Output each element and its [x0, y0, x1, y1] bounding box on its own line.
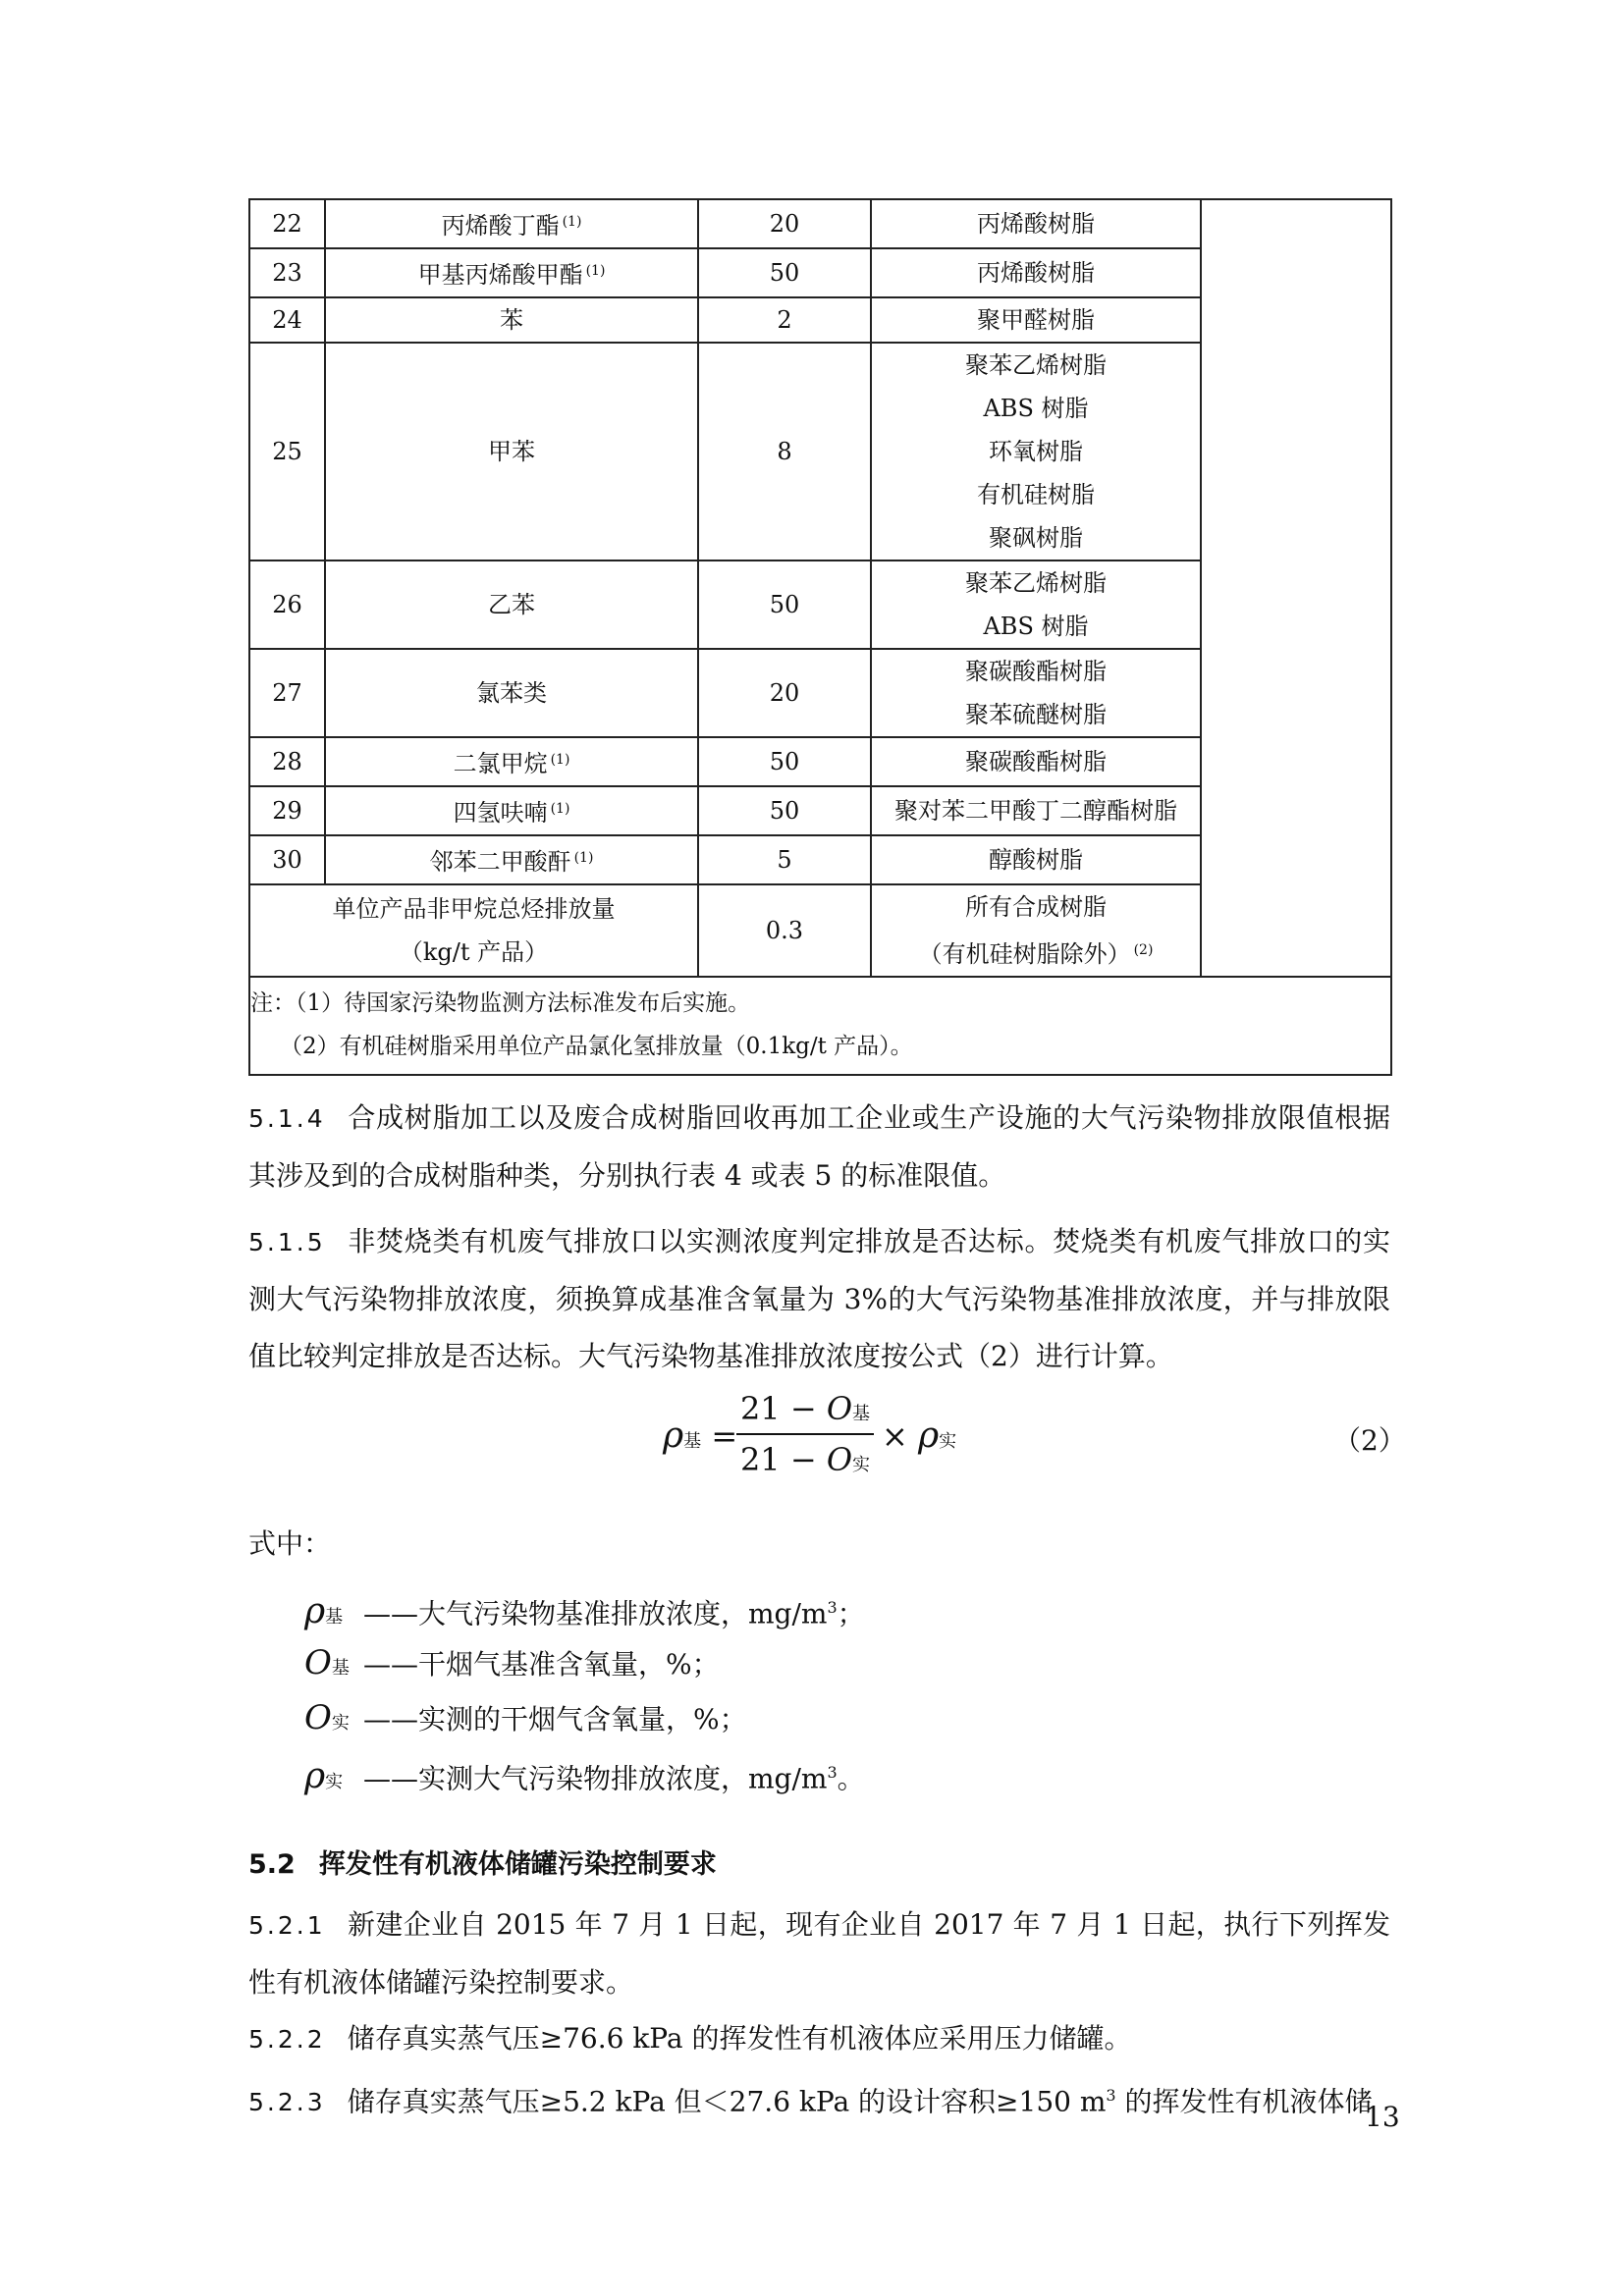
row-number: 28 [249, 737, 325, 786]
section-number: 5.2.1 [248, 1911, 326, 1940]
total-limit: 0.3 [698, 884, 871, 977]
resin-types [871, 835, 1201, 884]
row-number: 30 [249, 835, 325, 884]
section-5-1-5 [248, 1213, 1390, 1385]
formula-equals: = [711, 1417, 738, 1455]
row-number: 29 [249, 786, 325, 835]
row-number: 22 [249, 199, 325, 248]
resin-type: 聚碳酸酯树脂 [965, 748, 1107, 775]
total-label: 单位产品非甲烷总烃排放量 （kg/t 产品） [249, 884, 698, 977]
formula-2 [628, 1384, 957, 1492]
definition-o-base: O基 ——干烟气基准含氧量，%； [304, 1643, 720, 1682]
page-number: 13 [1365, 2101, 1400, 2133]
footnote-mark: (1) [573, 850, 594, 866]
row-number: 25 [249, 343, 325, 561]
section-5-2-2 [248, 2010, 1390, 2068]
resin-types [871, 343, 1201, 561]
resin-type: 聚对苯二甲酸丁二醇酯树脂 [894, 797, 1177, 825]
emission-limit: 20 [698, 649, 871, 737]
formula-rhs-symbol: ρ [917, 1415, 940, 1456]
row-number: 24 [249, 297, 325, 343]
definition-o-actual: O实 ——实测的干烟气含氧量，%； [304, 1698, 747, 1737]
section-5-2-3: 5.2.3 储存真实蒸气压≥5.2 kPa 但＜27.6 kPa 的设计容积≥150 $m^3$ 的挥发性有机液体储 [248, 2085, 1373, 2118]
resin-type: 聚碳酸酯树脂 [965, 658, 1107, 685]
section-5-1-4 [248, 1090, 1390, 1204]
footnote-mark: (1) [585, 263, 606, 279]
emission-limit: 50 [698, 248, 871, 297]
pollutant-name: 甲苯 [325, 343, 698, 561]
section-text: 储存真实蒸气压≥76.6 kPa 的挥发性有机液体应采用压力储罐。 [347, 2022, 1132, 2055]
resin-type: 环氧树脂 [989, 438, 1083, 465]
section-text: 新建企业自 2015 年 7 月 1 日起，现有企业自 2017 年 7 月 1 日起，执行下列挥发性有机液体储罐污染控制要求。 [248, 1908, 1390, 1999]
formula-numerator: 21 − O基 [739, 1390, 871, 1427]
emission-limit: 50 [698, 737, 871, 786]
notes-row [249, 977, 1391, 1075]
emission-limit: 20 [698, 199, 871, 248]
resin-type: 醇酸树脂 [989, 846, 1083, 874]
resin-type: 聚砜树脂 [989, 524, 1083, 552]
resin-types [871, 786, 1201, 835]
emission-limit: 5 [698, 835, 871, 884]
section-title: 挥发性有机液体储罐污染控制要求 [318, 1849, 717, 1880]
formula-denominator: 21 − O实 [739, 1441, 871, 1478]
section-number: 5.1.4 [248, 1104, 326, 1133]
pollutant-name: 四氢呋喃 $^{(1)}$ [325, 786, 698, 835]
footnote-mark: (1) [562, 214, 582, 230]
table-row [249, 199, 1391, 248]
resin-type: ABS 树脂 [983, 395, 1089, 422]
table-notes [249, 977, 1391, 1075]
resin-types [871, 297, 1201, 343]
formula-lhs-subscript: 基 [683, 1431, 702, 1452]
row-number: 26 [249, 561, 325, 649]
footnote-mark: (1) [550, 801, 570, 817]
section-number: 5.2.2 [248, 2025, 326, 2054]
section-5-2-heading [248, 1836, 1390, 1894]
pollutant-name: 苯 [325, 297, 698, 343]
where-label: 式中： [248, 1527, 332, 1560]
definition-rho-base: ρ基 ——大气污染物基准排放浓度，$mg/m^3$； [304, 1591, 865, 1632]
resin-types [871, 561, 1201, 649]
row-number: 23 [249, 248, 325, 297]
footnote-mark: (1) [550, 752, 570, 768]
emission-limit: 8 [698, 343, 871, 561]
formula-rhs-subscript: 实 [939, 1431, 957, 1452]
resin-types [871, 737, 1201, 786]
note-2: （2）有机硅树脂采用单位产品氯化氢排放量（0.1kg/t 产品）。 [280, 1034, 913, 1059]
section-5-2-1 [248, 1896, 1390, 2011]
emission-limit: 50 [698, 786, 871, 835]
note-1: 注：（1）待国家污染物监测方法标准发布后实施。 [250, 990, 751, 1016]
section-text: 储存真实蒸气压≥5.2 kPa 但＜27.6 kPa 的设计容积≥150 m [347, 2085, 1107, 2118]
resin-type: 聚苯硫醚树脂 [965, 701, 1107, 728]
definition-rho-actual: ρ实 ——实测大气污染物排放浓度，$mg/m^3$。 [304, 1756, 865, 1797]
pollutant-name: 乙苯 [325, 561, 698, 649]
emission-limit: 2 [698, 297, 871, 343]
resin-type: 聚苯乙烯树脂 [965, 351, 1107, 379]
row-number: 27 [249, 649, 325, 737]
emission-limit: 50 [698, 561, 871, 649]
resin-types [871, 199, 1201, 248]
resin-type: 丙烯酸树脂 [977, 259, 1095, 287]
formula-lhs-symbol: ρ [663, 1415, 684, 1456]
section-number: 5.2.3 [248, 2088, 326, 2117]
formula-fraction [736, 1384, 874, 1484]
blank-column [1201, 199, 1391, 977]
resin-type: 丙烯酸树脂 [977, 210, 1095, 238]
pollutant-name: 邻苯二甲酸酐 $^{(1)}$ [325, 835, 698, 884]
resin-type: 聚苯乙烯树脂 [965, 569, 1107, 597]
pollutant-name: 甲基丙烯酸甲酯 $^{(1)}$ [325, 248, 698, 297]
formula-times: × [882, 1417, 918, 1455]
resin-type: 聚甲醛树脂 [977, 306, 1095, 334]
resin-type: ABS 树脂 [983, 613, 1089, 640]
section-number: 5.1.5 [248, 1228, 326, 1256]
emission-limit-table [248, 198, 1392, 1076]
resin-types [871, 649, 1201, 737]
table-body [249, 199, 1391, 1075]
section-text: 合成树脂加工以及废合成树脂回收再加工企业或生产设施的大气污染物排放限值根据其涉及到的合成树脂种类，分别执行表 4 或表 5 的标准限值。 [248, 1101, 1390, 1192]
pollutant-name: 氯苯类 [325, 649, 698, 737]
resin-types [871, 248, 1201, 297]
total-resins: 所有合成树脂 （有机硅树脂除外） $^{(2)}$ [871, 884, 1201, 977]
resin-type: 有机硅树脂 [977, 481, 1095, 508]
equation-number: （2） [1333, 1424, 1406, 1457]
pollutant-name: 丙烯酸丁酯 $^{(1)}$ [325, 199, 698, 248]
section-number: 5.2 [248, 1849, 296, 1880]
pollutant-name: 二氯甲烷 $^{(1)}$ [325, 737, 698, 786]
section-text: 非焚烧类有机废气排放口以实测浓度判定排放是否达标。焚烧类有机废气排放口的实测大气污染物排放浓度，须换算成基准含氧量为 3%的大气污染物基准排放浓度，并与排放限值比较判定排放是否达标。大气污染物基准排放浓度按公式（2）进行计算。 [248, 1225, 1390, 1372]
